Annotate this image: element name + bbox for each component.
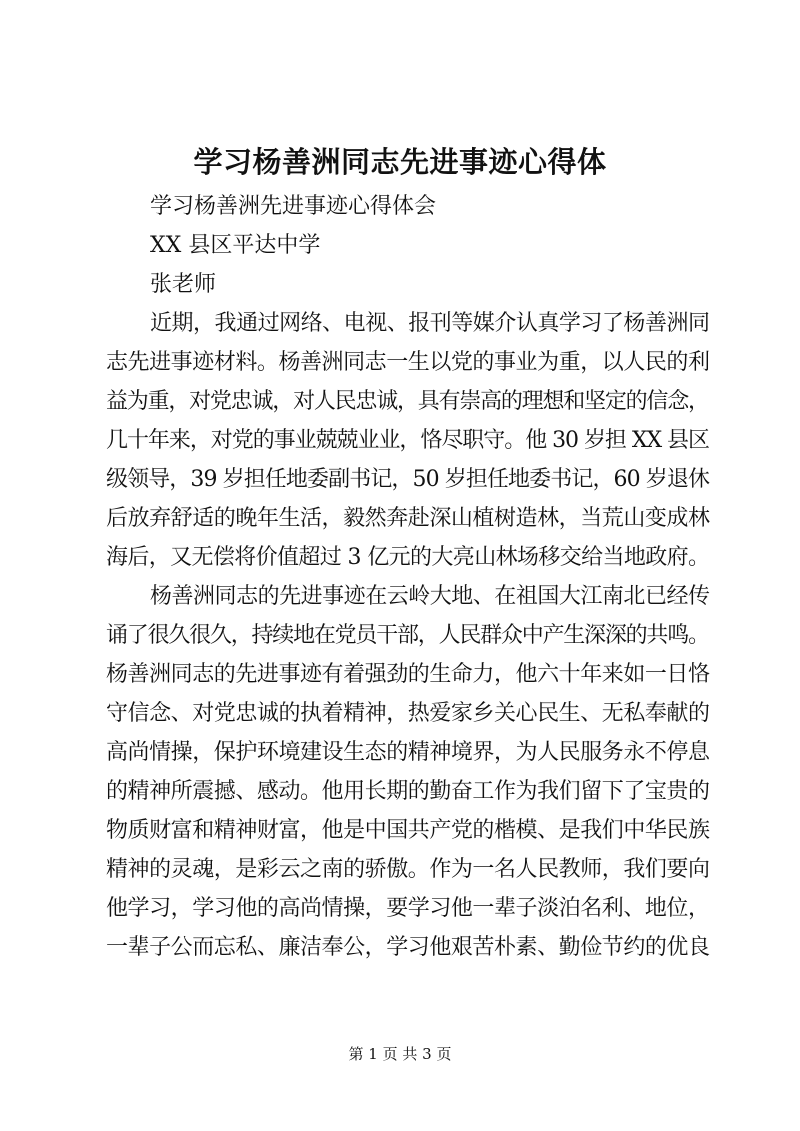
document-subtitle: 学习杨善洲先进事迹心得体会 — [150, 194, 437, 219]
paragraph-line: 海后，又无偿将价值超过 3 亿元的大亮山林场移交给当地政府。 — [106, 545, 710, 570]
paragraph-line: 志先进事迹材料。杨善洲同志一生以党的事业为重，以人民的利 — [106, 350, 710, 375]
paragraph-line: 级领导，39 岁担任地委副书记，50 岁担任地委书记，60 岁退休 — [106, 467, 710, 492]
paragraph-line: 守信念、对党忠诚的执着精神，热爱家乡关心民生、无私奉献的 — [106, 701, 710, 726]
author-name: 张老师 — [150, 272, 217, 297]
paragraph-line: 物质财富和精神财富，他是中国共产党的楷模、是我们中华民族 — [106, 818, 710, 843]
paragraph-line: 高尚情操，保护环境建设生态的精神境界，为人民服务永不停息 — [106, 740, 710, 765]
paragraph-line: 益为重，对党忠诚，对人民忠诚，具有崇高的理想和坚定的信念， — [106, 389, 709, 414]
paragraph-line: 一辈子公而忘私、廉洁奉公，学习他艰苦朴素、勤俭节约的优良 — [106, 935, 710, 960]
paragraph-line: 杨善洲同志的先进事迹在云岭大地、在祖国大江南北已经传 — [150, 584, 710, 609]
paragraph-line: 杨善洲同志的先进事迹有着强劲的生命力，他六十年来如一日恪 — [106, 662, 710, 687]
document-title: 学习杨善洲同志先进事迹心得体 — [193, 145, 607, 179]
paragraph-line: 精神的灵魂，是彩云之南的骄傲。作为一名人民教师，我们要向 — [106, 857, 710, 882]
paragraph-line: 诵了很久很久，持续地在党员干部，人民群众中产生深深的共鸣。 — [106, 623, 709, 648]
paragraph-line: 后放弃舒适的晚年生活，毅然奔赴深山植树造林，当荒山变成林 — [106, 506, 710, 531]
school-name: XX 县区平达中学 — [150, 233, 321, 258]
paragraph-line: 他学习，学习他的高尚情操，要学习他一辈子淡泊名利、地位， — [106, 896, 710, 921]
paragraph-line: 近期，我通过网络、电视、报刊等媒介认真学习了杨善洲同 — [150, 311, 710, 336]
paragraph-line: 的精神所震撼、感动。他用长期的勤奋工作为我们留下了宝贵的 — [106, 779, 710, 804]
paragraph-line: 几十年来，对党的事业兢兢业业，恪尽职守。他 30 岁担 XX 县区 — [106, 428, 709, 453]
page-number-footer: 第 1 页 共 3 页 — [348, 1045, 452, 1063]
